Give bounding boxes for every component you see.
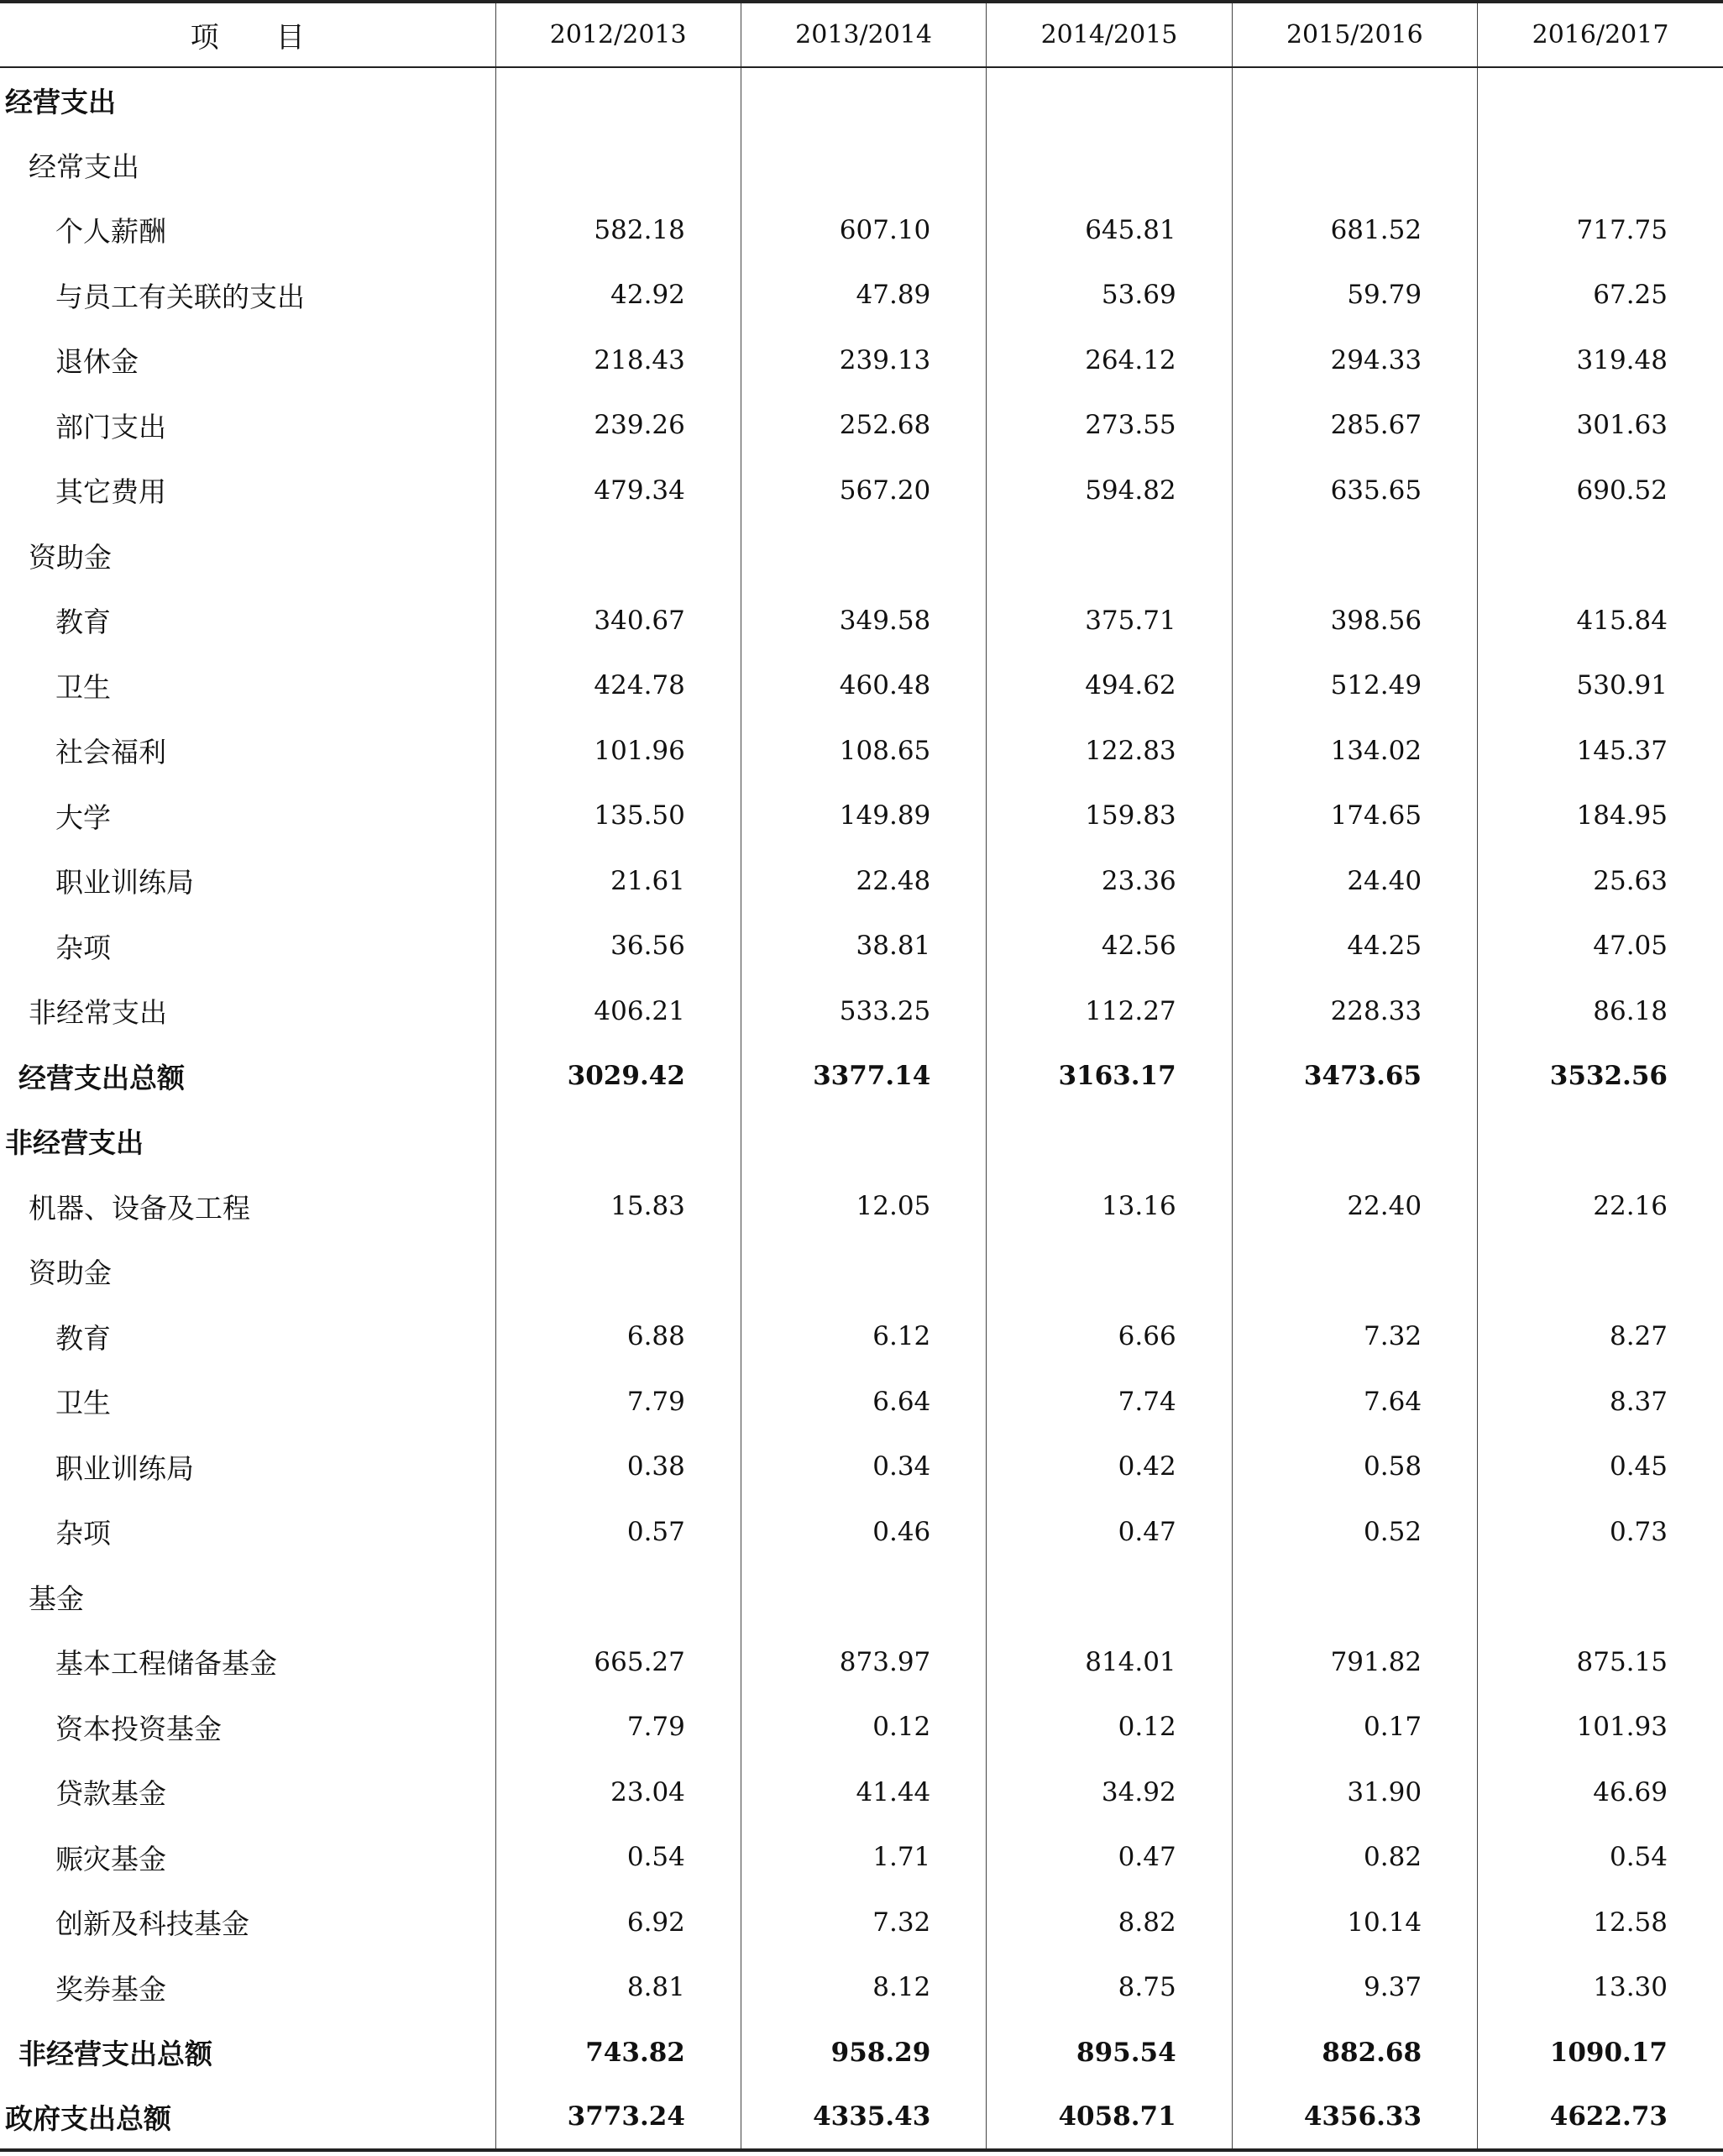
value-cell: 252.68 — [741, 393, 986, 459]
row-label: 贷款基金 — [55, 1777, 166, 1811]
value-cell: 791.82 — [1232, 1629, 1477, 1695]
row-label: 其它费用 — [55, 475, 166, 509]
row-label: 基本工程储备基金 — [55, 1647, 277, 1681]
row-label: 机器、设备及工程 — [29, 1191, 250, 1225]
table-row — [0, 1955, 1723, 2021]
value-cell: 7.79 — [495, 1369, 741, 1435]
value-cell: 8.27 — [1478, 1304, 1723, 1370]
table-row — [0, 1695, 1723, 1760]
value-cell: 8.37 — [1478, 1369, 1723, 1435]
value-cell: 135.50 — [495, 784, 741, 849]
value-cell: 285.67 — [1232, 393, 1477, 459]
row-label: 非经营支出总额 — [18, 2038, 212, 2071]
value-cell: 0.47 — [987, 1499, 1232, 1565]
value-cell: 273.55 — [987, 393, 1232, 459]
value-cell: 743.82 — [495, 2020, 741, 2085]
value-cell: 41.44 — [741, 1760, 986, 1825]
table-row — [0, 1044, 1723, 1109]
value-cell: 494.62 — [987, 653, 1232, 719]
value-cell: 12.58 — [1478, 1890, 1723, 1955]
value-cell: 406.21 — [495, 978, 741, 1044]
value-cell: 6.66 — [987, 1304, 1232, 1370]
value-cell: 7.64 — [1232, 1369, 1477, 1435]
value-cell: 6.12 — [741, 1304, 986, 1370]
value-cell — [987, 1109, 1232, 1174]
value-cell: 22.48 — [741, 848, 986, 914]
value-cell: 25.63 — [1478, 848, 1723, 914]
value-cell: 3473.65 — [1232, 1044, 1477, 1109]
value-cell: 873.97 — [741, 1629, 986, 1695]
value-cell: 0.42 — [987, 1435, 1232, 1500]
table-row — [0, 67, 1723, 133]
value-cell: 23.36 — [987, 848, 1232, 914]
value-cell: 875.15 — [1478, 1629, 1723, 1695]
value-cell: 533.25 — [741, 978, 986, 1044]
value-cell: 31.90 — [1232, 1760, 1477, 1825]
value-cell — [495, 1109, 741, 1174]
table-row — [0, 653, 1723, 719]
value-cell: 42.92 — [495, 263, 741, 328]
row-label: 经营支出总额 — [18, 1061, 185, 1094]
value-cell: 607.10 — [741, 197, 986, 263]
value-cell: 895.54 — [987, 2020, 1232, 2085]
row-label: 赈灾基金 — [55, 1842, 166, 1875]
table-row — [0, 1109, 1723, 1174]
table-row — [0, 1760, 1723, 1825]
table-row — [0, 2085, 1723, 2151]
value-cell: 23.04 — [495, 1760, 741, 1825]
row-label: 资本投资基金 — [55, 1712, 222, 1745]
value-cell: 149.89 — [741, 784, 986, 849]
value-cell: 8.12 — [741, 1955, 986, 2021]
value-cell: 159.83 — [987, 784, 1232, 849]
value-cell: 239.26 — [495, 393, 741, 459]
value-cell: 0.52 — [1232, 1499, 1477, 1565]
value-cell: 12.05 — [741, 1174, 986, 1240]
table-row — [0, 393, 1723, 459]
value-cell: 9.37 — [1232, 1955, 1477, 2021]
value-cell: 4356.33 — [1232, 2085, 1477, 2151]
value-cell — [987, 523, 1232, 589]
value-cell: 594.82 — [987, 458, 1232, 523]
value-cell: 53.69 — [987, 263, 1232, 328]
value-cell: 174.65 — [1232, 784, 1477, 849]
row-label: 卫生 — [55, 1387, 111, 1420]
value-cell: 7.74 — [987, 1369, 1232, 1435]
table-row — [0, 2020, 1723, 2085]
value-cell — [987, 67, 1232, 133]
row-label: 非经营支出 — [5, 1126, 144, 1160]
header-row — [0, 2, 1723, 67]
value-cell: 36.56 — [495, 914, 741, 979]
value-cell: 882.68 — [1232, 2020, 1477, 2085]
value-cell — [741, 1109, 986, 1174]
value-cell: 567.20 — [741, 458, 986, 523]
value-cell — [495, 67, 741, 133]
row-label: 职业训练局 — [55, 1451, 194, 1485]
value-cell: 7.32 — [1232, 1304, 1477, 1370]
value-cell: 0.38 — [495, 1435, 741, 1500]
value-cell: 398.56 — [1232, 588, 1477, 653]
value-cell — [1478, 67, 1723, 133]
value-cell — [741, 67, 986, 133]
value-cell — [741, 133, 986, 198]
value-cell — [1478, 1565, 1723, 1630]
value-cell: 0.46 — [741, 1499, 986, 1565]
value-cell: 4058.71 — [987, 2085, 1232, 2151]
value-cell: 3029.42 — [495, 1044, 741, 1109]
value-cell: 34.92 — [987, 1760, 1232, 1825]
value-cell — [1232, 523, 1477, 589]
value-cell: 13.16 — [987, 1174, 1232, 1240]
value-cell: 7.79 — [495, 1695, 741, 1760]
value-cell: 0.47 — [987, 1825, 1232, 1891]
value-cell: 690.52 — [1478, 458, 1723, 523]
value-cell: 0.73 — [1478, 1499, 1723, 1565]
value-cell: 239.13 — [741, 328, 986, 393]
row-label: 大学 — [55, 800, 111, 834]
table-row — [0, 1499, 1723, 1565]
table-row — [0, 1825, 1723, 1891]
value-cell — [987, 133, 1232, 198]
value-cell: 4335.43 — [741, 2085, 986, 2151]
value-cell: 3532.56 — [1478, 1044, 1723, 1109]
value-cell: 22.16 — [1478, 1174, 1723, 1240]
value-cell — [1478, 1109, 1723, 1174]
table-row — [0, 523, 1723, 589]
value-cell: 15.83 — [495, 1174, 741, 1240]
value-cell: 0.12 — [987, 1695, 1232, 1760]
value-cell: 24.40 — [1232, 848, 1477, 914]
value-cell: 635.65 — [1232, 458, 1477, 523]
value-cell: 228.33 — [1232, 978, 1477, 1044]
value-cell: 8.82 — [987, 1890, 1232, 1955]
value-cell: 59.79 — [1232, 263, 1477, 328]
table-row — [0, 458, 1723, 523]
value-cell — [987, 1239, 1232, 1304]
value-cell: 375.71 — [987, 588, 1232, 653]
value-cell: 0.54 — [495, 1825, 741, 1891]
table-row — [0, 1890, 1723, 1955]
value-cell: 0.34 — [741, 1435, 986, 1500]
header-year: 2015/2016 — [1232, 2, 1477, 67]
value-cell: 44.25 — [1232, 914, 1477, 979]
value-cell: 582.18 — [495, 197, 741, 263]
row-label: 教育 — [55, 606, 111, 639]
table-row — [0, 718, 1723, 784]
row-label: 政府支出总额 — [0, 2085, 495, 2151]
row-label: 职业训练局 — [55, 866, 194, 900]
value-cell: 512.49 — [1232, 653, 1477, 719]
row-label: 社会福利 — [55, 736, 166, 769]
row-label: 创新及科技基金 — [55, 1907, 249, 1941]
value-cell: 67.25 — [1478, 263, 1723, 328]
row-label: 个人薪酬 — [55, 215, 166, 249]
value-cell — [495, 1239, 741, 1304]
table-row — [0, 328, 1723, 393]
row-label: 杂项 — [55, 931, 111, 964]
value-cell: 8.75 — [987, 1955, 1232, 2021]
value-cell: 0.82 — [1232, 1825, 1477, 1891]
value-cell: 145.37 — [1478, 718, 1723, 784]
value-cell: 10.14 — [1232, 1890, 1477, 1955]
value-cell: 319.48 — [1478, 328, 1723, 393]
table-row — [0, 1629, 1723, 1695]
value-cell — [1232, 67, 1477, 133]
value-cell: 0.45 — [1478, 1435, 1723, 1500]
value-cell: 47.89 — [741, 263, 986, 328]
value-cell — [1232, 1239, 1477, 1304]
row-label: 资助金 — [29, 1256, 112, 1290]
row-label: 退休金 — [55, 345, 139, 379]
value-cell: 1090.17 — [1478, 2020, 1723, 2085]
value-cell: 38.81 — [741, 914, 986, 979]
value-cell: 0.58 — [1232, 1435, 1477, 1500]
value-cell: 108.65 — [741, 718, 986, 784]
value-cell: 101.93 — [1478, 1695, 1723, 1760]
table-row — [0, 848, 1723, 914]
value-cell: 424.78 — [495, 653, 741, 719]
value-cell — [495, 133, 741, 198]
header-year: 2013/2014 — [741, 2, 986, 67]
value-cell: 8.81 — [495, 1955, 741, 2021]
table-row — [0, 1304, 1723, 1370]
value-cell: 122.83 — [987, 718, 1232, 784]
value-cell: 294.33 — [1232, 328, 1477, 393]
row-label: 部门支出 — [55, 410, 166, 443]
value-cell: 665.27 — [495, 1629, 741, 1695]
value-cell: 0.12 — [741, 1695, 986, 1760]
value-cell: 3773.24 — [495, 2085, 741, 2151]
value-cell — [987, 1565, 1232, 1630]
table-row — [0, 978, 1723, 1044]
value-cell: 415.84 — [1478, 588, 1723, 653]
value-cell — [741, 1239, 986, 1304]
value-cell: 4622.73 — [1478, 2085, 1723, 2151]
table-row — [0, 1369, 1723, 1435]
value-cell: 530.91 — [1478, 653, 1723, 719]
value-cell: 349.58 — [741, 588, 986, 653]
table-row — [0, 1239, 1723, 1304]
value-cell — [1478, 1239, 1723, 1304]
value-cell: 301.63 — [1478, 393, 1723, 459]
value-cell: 0.57 — [495, 1499, 741, 1565]
row-label: 基金 — [29, 1582, 84, 1615]
value-cell — [741, 523, 986, 589]
value-cell: 184.95 — [1478, 784, 1723, 849]
row-label: 经常支出 — [29, 150, 139, 183]
value-cell — [495, 523, 741, 589]
value-cell: 814.01 — [987, 1629, 1232, 1695]
value-cell: 13.30 — [1478, 1955, 1723, 2021]
value-cell: 101.96 — [495, 718, 741, 784]
table-row — [0, 784, 1723, 849]
value-cell: 6.64 — [741, 1369, 986, 1435]
table-row — [0, 263, 1723, 328]
value-cell: 479.34 — [495, 458, 741, 523]
table-row — [0, 197, 1723, 263]
value-cell — [1478, 133, 1723, 198]
value-cell: 460.48 — [741, 653, 986, 719]
value-cell: 958.29 — [741, 2020, 986, 2085]
table-row — [0, 1565, 1723, 1630]
table-row — [0, 914, 1723, 979]
table-row — [0, 133, 1723, 198]
header-year: 2014/2015 — [987, 2, 1232, 67]
value-cell: 6.92 — [495, 1890, 741, 1955]
value-cell — [741, 1565, 986, 1630]
value-cell: 22.40 — [1232, 1174, 1477, 1240]
value-cell: 112.27 — [987, 978, 1232, 1044]
header-year: 2016/2017 — [1478, 2, 1723, 67]
value-cell — [495, 1565, 741, 1630]
row-label: 非经常支出 — [29, 996, 167, 1030]
value-cell: 3163.17 — [987, 1044, 1232, 1109]
value-cell: 0.54 — [1478, 1825, 1723, 1891]
row-label: 杂项 — [55, 1517, 111, 1550]
value-cell: 645.81 — [987, 197, 1232, 263]
table-row — [0, 1174, 1723, 1240]
row-label: 卫生 — [55, 670, 111, 704]
row-label: 经营支出 — [5, 85, 116, 118]
header-year: 2012/2013 — [495, 2, 741, 67]
value-cell: 0.17 — [1232, 1695, 1477, 1760]
value-cell — [1232, 1565, 1477, 1630]
value-cell: 134.02 — [1232, 718, 1477, 784]
value-cell: 264.12 — [987, 328, 1232, 393]
table-body — [0, 67, 1723, 2150]
value-cell: 7.32 — [741, 1890, 986, 1955]
value-cell: 1.71 — [741, 1825, 986, 1891]
value-cell — [1232, 1109, 1477, 1174]
row-label: 奖券基金 — [55, 1972, 166, 2006]
row-label: 教育 — [55, 1321, 111, 1355]
table-row — [0, 588, 1723, 653]
row-label: 与员工有关联的支出 — [55, 280, 305, 313]
value-cell: 86.18 — [1478, 978, 1723, 1044]
value-cell: 3377.14 — [741, 1044, 986, 1109]
value-cell: 717.75 — [1478, 197, 1723, 263]
value-cell: 6.88 — [495, 1304, 741, 1370]
value-cell — [1478, 523, 1723, 589]
value-cell: 42.56 — [987, 914, 1232, 979]
value-cell: 218.43 — [495, 328, 741, 393]
value-cell: 340.67 — [495, 588, 741, 653]
value-cell: 21.61 — [495, 848, 741, 914]
value-cell: 46.69 — [1478, 1760, 1723, 1825]
value-cell: 681.52 — [1232, 197, 1477, 263]
row-label: 资助金 — [29, 540, 112, 574]
value-cell — [1232, 133, 1477, 198]
table-row — [0, 1435, 1723, 1500]
header-item: 项 目 — [0, 2, 495, 67]
value-cell: 47.05 — [1478, 914, 1723, 979]
